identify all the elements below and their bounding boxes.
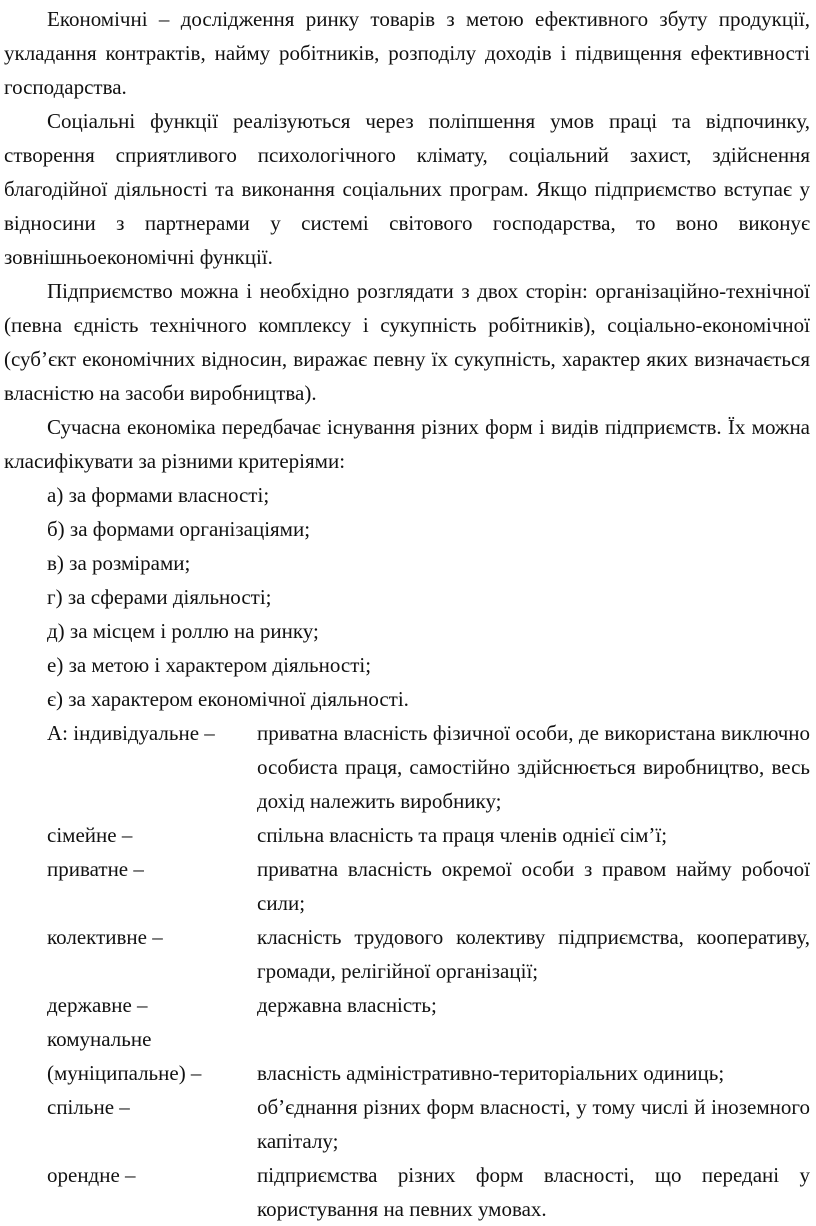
paragraph-economic-functions: Економічні – дослідження ринку товарів з метою ефективного збуту продукції, укладання контрактів, найму робітників, розподілу доходів і підвищення ефективності господарства. <box>4 7 810 99</box>
definition-term: спільне – <box>47 1095 130 1119</box>
list-item: в) за розмірами; <box>47 551 191 575</box>
paragraph-enterprise-sides: Підприємство можна і необхідно розглядати з двох сторін: організаційно-технічної (певна єдність технічного комплексу і сукупність робітників), соціально-економічної (суб’єкт економічних відносин, виражає певну їх сукупність, характер яких визначається власністю на засоби виробництва). <box>4 279 810 405</box>
ownership-definitions <box>4 716 810 1226</box>
definition-term: сімейне – <box>47 823 133 847</box>
definition-text <box>257 1022 810 1056</box>
definition-text: об’єднання різних форм власності, у тому числі й іноземного капіталу; <box>257 1095 810 1153</box>
definition-term: А: індивідуальне – <box>47 721 215 745</box>
definition-row-family <box>4 818 810 852</box>
definition-row-joint <box>4 1090 810 1158</box>
definition-text: власність адміністративно-територіальних одиниць; <box>257 1061 725 1085</box>
definition-text: класність трудового колективу підприємства, кооперативу, громади, релігійної організації; <box>257 925 810 983</box>
definition-row-communal <box>4 1022 810 1056</box>
definition-term: державне – <box>47 993 148 1017</box>
definition-term: орендне – <box>47 1163 136 1187</box>
definition-term: колективне – <box>47 925 163 949</box>
definition-row-lease <box>4 1158 810 1226</box>
list-item: г) за сферами діяльності; <box>47 585 272 609</box>
definition-term: (муніципальне) – <box>47 1061 202 1085</box>
definition-text: державна власність; <box>257 993 437 1017</box>
list-item: д) за місцем і роллю на ринку; <box>47 619 319 643</box>
definition-row-collective <box>4 920 810 988</box>
definition-text: приватна власність фізичної особи, де використана виключно особиста праця, самостійно здійснюється виробництво, весь дохід належить виробнику; <box>257 721 810 813</box>
definition-text: підприємства різних форм власності, що передані у користування на певних умовах. <box>257 1163 810 1221</box>
list-item: б) за формами організаціями; <box>47 517 311 541</box>
criteria-list <box>4 478 810 716</box>
list-item: є) за характером економічної діяльності. <box>47 687 409 711</box>
list-item: е) за метою і характером діяльності; <box>47 653 372 677</box>
definition-term: приватне – <box>47 857 144 881</box>
definition-text: спільна власність та праця членів однієї сім’ї; <box>257 823 668 847</box>
definition-term: комунальне <box>47 1027 152 1051</box>
paragraph-classification-intro: Сучасна економіка передбачає існування різних форм і видів підприємств. Їх можна класифікувати за різними критеріями: <box>4 415 810 473</box>
definition-text: приватна власність окремої особи з правом найму робочої сили; <box>257 857 810 915</box>
definition-row-individual <box>4 716 810 818</box>
definition-row-state <box>4 988 810 1022</box>
definition-row-private <box>4 852 810 920</box>
paragraph-social-functions: Соціальні функції реалізуються через поліпшення умов праці та відпочинку, створення сприятливого психологічного клімату, соціальний захист, здійснення благодійної діяльності та виконання соціальних програм. Якщо підприємство вступає у відносини з партнерами у системі світового господарства, то воно виконує зовнішньоекономічні функції. <box>4 109 810 269</box>
definition-row-municipal <box>4 1056 810 1090</box>
list-item: а) за формами власності; <box>47 483 270 507</box>
